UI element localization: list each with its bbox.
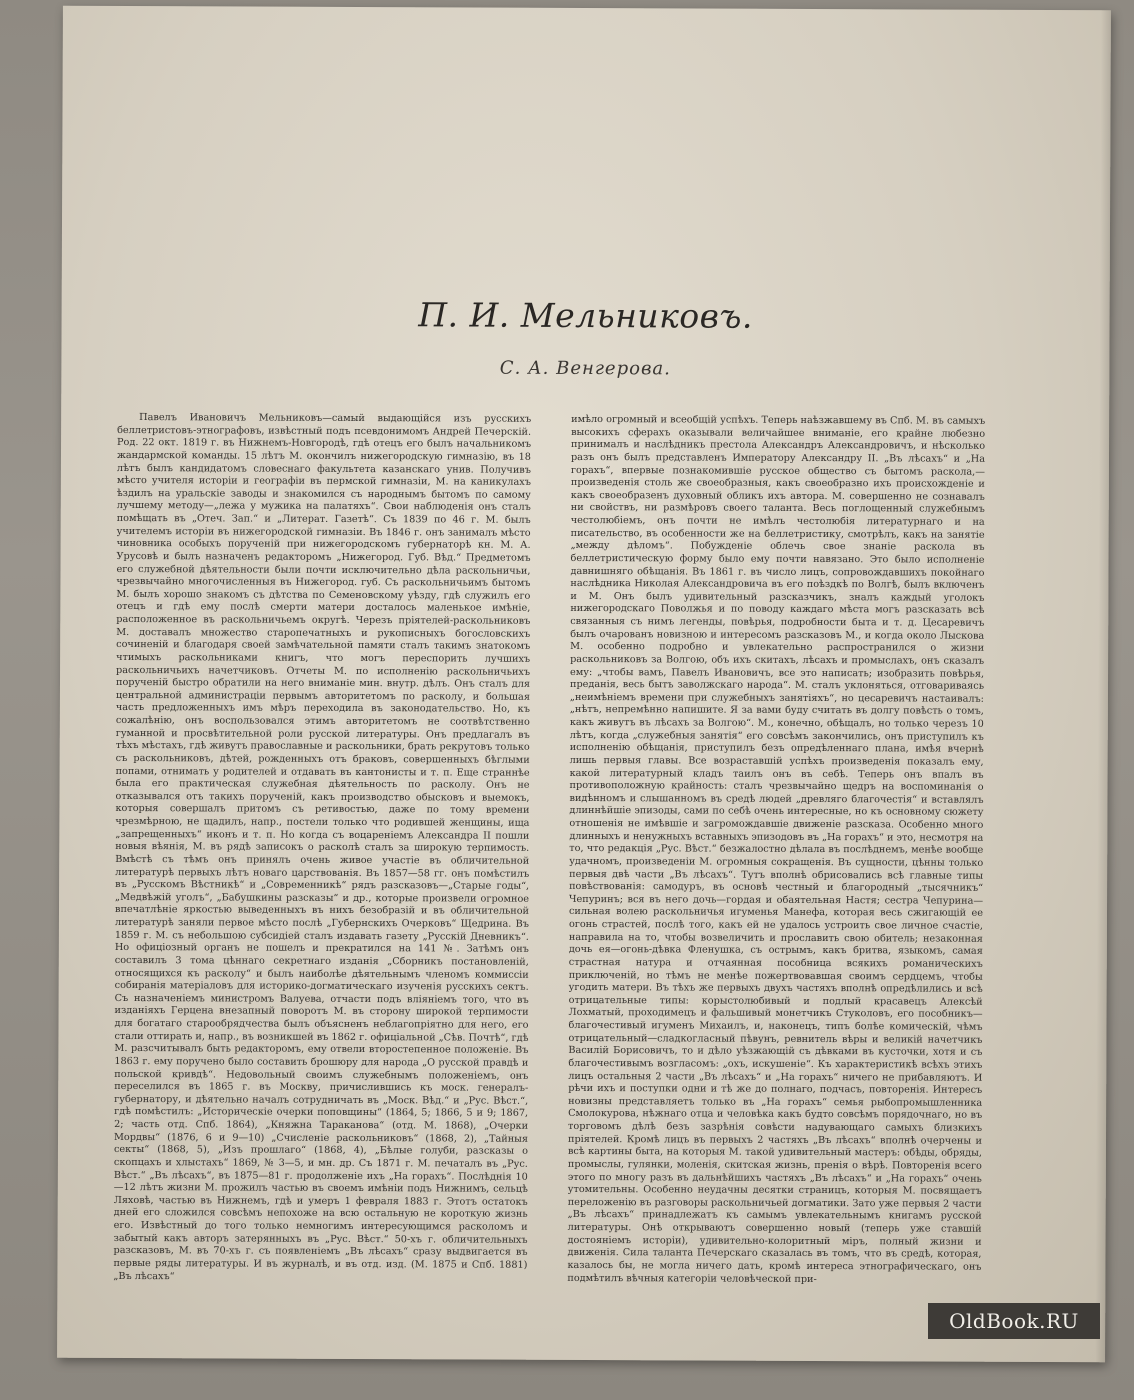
text-column-right — [567, 413, 986, 1285]
paper-sheet — [57, 6, 1111, 1363]
text-column-left — [113, 412, 532, 1282]
paper-edge-shadow — [1095, 10, 1111, 1362]
paragraph-left: Павелъ Ивановичъ Мельниковъ—самый выдающійся изъ русскихъ беллетристовъ-этнографовъ, извѣстный подъ псевдонимомъ Андрей Печерскій. Род. 22 окт. 1819 г. въ Нижнемъ-Новгородѣ, гдѣ отецъ его былъ начальникомъ жандармской команды. 15 лѣтъ М. окончилъ нижегородскую гимназію, въ 18 лѣтъ былъ кандидатомъ словеснаго факультета казанскаго унив. Получивъ мѣсто учителя исторіи и географіи въ пермской гимназіи, М. на каникулахъ ѣздилъ на уральскіе заводы и знакомился съ народнымъ бытомъ по самому лучшему методу—„лежа у мужика на палатяхъ“. Свои наблюденія онъ сталъ помѣщать въ „Отеч. Зап.“ и „Литерат. Газетѣ“. Съ 1839 по 46 г. М. былъ учителемъ исторіи въ нижегородской гимназіи. Въ 1846 г. онъ занималъ мѣсто чиновника особыхъ порученій при нижегородскомъ губернаторѣ кн. М. А. Урусовѣ и былъ назначенъ редакторомъ „Нижегород. Губ. Вѣд.“ Предметомъ его служебной дѣятельности были почти исключительно дѣла раскольничьи, чрезвычайно многочисленныя въ Нижегород. губ. Съ раскольничьимъ бытомъ М. былъ хорошо знакомъ съ дѣтства по Семеновскому уѣзду, гдѣ служилъ его отецъ и гдѣ ему послѣ смерти матери досталось маленькое имѣніе, расположенное въ раскольничьемъ округѣ. Черезъ пріятелей-раскольниковъ М. доставалъ множество старопечатныхъ и рукописныхъ богословскихъ сочиненій и благодаря своей замѣчательной памяти сталъ такимъ знатокомъ чтимыхъ раскольниками книгъ, что могъ переспорить лучшихъ раскольничьихъ начетчиковъ. Отчеты М. по исполненію раскольничьихъ порученій быстро обратили на него вниманіе мин. внутр. дѣлъ. Онъ сталъ для центральной администраціи первымъ авторитетомъ по расколу, и большая часть предложенныхъ имъ мѣръ переходила въ законодательство. Но, къ сожалѣнію, онъ воспользовался этимъ авторитетомъ не соотвѣтственно гуманной и просвѣтительной роли русской литературы. Онъ предлагалъ въ тѣхъ мѣстахъ, гдѣ живутъ православные и раскольники, брать рекрутовъ только съ раскольниковъ, дѣтей, рожденныхъ отъ браковъ, совершенныхъ бѣглыми попами, отнимать у родителей и отдавать въ кантонисты и т. п. Еще страннѣе была его практическая служебная дѣятельность по расколу. Онъ не отказывался отъ такихъ порученій, какъ производство обысковъ и выемокъ, которыя совершалъ притомъ съ ретивостью, даже по тому времени чрезмѣрною, не щадилъ, напр., постели только что родившей женщины, ища „запрещенныхъ“ иконъ и т. п. Но когда съ воцареніемъ Александра II пошли новыя вѣянія, М. въ рядѣ записокъ о расколѣ сталъ за широкую терпимость. Вмѣстѣ съ тѣмъ онъ принялъ очень живое участіе въ обличительной литературѣ первыхъ лѣтъ новаго царствованія. Въ 1857—58 гг. онъ помѣстилъ въ „Русскомъ Вѣстникѣ“ и „Современникѣ“ рядъ разсказовъ—„Старые годы“, „Медвѣжій уголъ“, „Бабушкины разсказы“ и др., которые произвели огромное впечатлѣніе яркостью выведенныхъ въ нихъ безобразій и въ обличительной литературѣ заняли первое мѣсто послѣ „Губернскихъ Очерковъ“ Щедрина. Въ 1859 г. М. съ небольшою субсидіей сталъ издавать газету „Русскій Дневникъ“. Но офиціозный органъ не пошелъ и прекратился на 141 №. Затѣмъ онъ составилъ 3 тома цѣннаго секретнаго изданія „Сборникъ постановленій, относящихся къ расколу“ и былъ наиболѣе дѣятельнымъ членомъ коммиссіи собиранія матеріаловъ для историко-догматическаго изученія русскихъ сектъ. Съ назначеніемъ министромъ Валуева, отчасти подъ вліяніемъ того, что въ изданіяхъ Герцена внезапный поворотъ М. въ сторону широкой терпимости для богатаго старообрядчества былъ объясненъ неблагопріятно для него, его стали оттирать и, напр., въ возникшей въ 1862 г. офиціальной „Сѣв. Почтѣ“, гдѣ М. разсчитывалъ быть редакторомъ, ему отвели второстепенное положеніе. Въ 1863 г. ему поручено было составить брошюру для народа „О русской правдѣ и польской кривдѣ“. Недовольный своимъ служебнымъ положеніемъ, онъ переселился въ 1865 г. въ Москву, причислившись къ моск. генералъ-губернатору, и дѣятельно началъ сотрудничать въ „Моск. Вѣд.“ и „Рус. Вѣст.“, гдѣ помѣстилъ: „Историческіе очерки поповщины“ (1864, 5; 1866, 5 и 9; 1867, 2; часть отд. Спб. 1864), „Княжна Тараканова“ (отд. М. 1868), „Очерки Мордвы“ (1876, 6 и 9—10) „Счисленіе раскольниковъ“ (1868, 2), „Тайныя секты“ (1868, 5), „Изъ прошлаго“ (1868, 4), „Бѣлые голуби, разсказы о скопцахъ и хлыстахъ“ 1869, № 3—5, и мн. др. Съ 1871 г. М. печаталъ въ „Рус. Вѣст.“ „Въ лѣсахъ“, въ 1875—81 г. продолженіе ихъ „На горахъ“. Послѣднія 10—12 лѣтъ жизни М. прожилъ частью въ своемъ имѣніи подъ Нижнимъ, сельцѣ Ляховѣ, частью въ Нижнемъ, гдѣ и умеръ 1 февраля 1883 г. Этотъ остатокъ дней его сложился совсѣмъ непохоже на всю остальную не короткую жизнь его. Извѣстный до того только немногимъ интересующимся расколомъ и забытый какъ авторъ затерянныхъ въ „Рус. Вѣст.“ 50-хъ г. обличительныхъ разсказовъ, М. въ 70-хъ г. съ появленіемъ „Въ лѣсахъ“ сразу выдвигается въ первые ряды литературы. И въ журналѣ, и въ отд. изд. (М. 1875 и Спб. 1881) „Въ лѣсахъ“ — [113, 412, 532, 1282]
text-columns — [113, 412, 986, 1285]
watermark-badge: OldBook.RU — [928, 1303, 1100, 1339]
article-author: С. А. Венгерова. — [499, 357, 671, 380]
paragraph-right: имѣло огромный и всеобщій успѣхъ. Теперь наѣзжавшему въ Спб. М. въ самыхъ высокихъ сферахъ оказывали величайшее вниманіе, его крайне любезно принималъ и наслѣдникъ престола Александръ Александровичъ, и нѣсколько разъ онъ былъ представленъ Императору Александру II. „Въ лѣсахъ“ и „На горахъ“, впервые познакомившіе русское общество съ бытомъ раскола,—произведенія столь же своеобразныя, какъ своеобразно ихъ происхожденіе и какъ своеобразенъ духовный обликъ ихъ автора. М. совершенно не сознавалъ ни свойствъ, ни размѣровъ своего таланта. Весь поглощенный служебнымъ честолюбіемъ, онъ почти не имѣлъ честолюбія литературнаго и на писательство, въ особенности же на беллетристику, смотрѣлъ, какъ на занятіе „между дѣломъ“. Побужденіе облечь свое знаніе раскола въ беллетристическую форму было ему почти навязано. Это было исполненіе давнишняго обѣщанія. Въ 1861 г. въ число лицъ, сопровождавшихъ покойнаго наслѣдника Николая Александровича въ его поѣздкѣ по Волгѣ, былъ включенъ и М. Онъ былъ удивительный разсказчикъ, зналъ каждый уголокъ нижегородскаго Поволжья и по поводу каждаго мѣста могъ разсказать всѣ связанныя съ нимъ легенды, повѣрья, подробности быта и т. д. Цесаревичъ былъ очарованъ новизною и интересомъ разсказовъ М., и когда около Лыскова М. особенно подробно и увлекательно распространился о жизни раскольниковъ за Волгою, объ ихъ скитахъ, лѣсахъ и промыслахъ, онъ сказалъ ему: „чтобы вамъ, Павелъ Ивановичъ, все это написать; изобразить повѣрья, преданія, весь бытъ заволжскаго народа“. М. сталъ уклоняться, отговариваясь „неимѣніемъ времени при служебныхъ занятіяхъ“, но цесаревичъ настаивалъ: „нѣтъ, непремѣнно напишите. Я за вами буду считать въ долгу повѣсть о томъ, какъ живутъ въ лѣсахъ за Волгою“. М., конечно, обѣщалъ, но только черезъ 10 лѣтъ, когда „служебныя занятія“ его совсѣмъ закончились, онъ приступилъ къ исполненію обѣщанія, приступилъ безъ опредѣленнаго плана, имѣя вчернѣ лишь первыя главы. Все возраставшій успѣхъ произведенія показалъ ему, какой литературный кладъ таилъ онъ въ себѣ. Теперь онъ впалъ въ противоположную крайность: сталъ чрезвычайно щедръ на воспоминанія о видѣнномъ и слышанномъ въ средѣ людей „древляго благочестія“ и вставлялъ длиннѣйшіе эпизоды, сами по себѣ очень интересные, но къ основному сюжету отношенія не имѣвшіе и загромождавшіе движеніе разсказа. Особенно много длинныхъ и ненужныхъ вставныхъ эпизодовъ въ „На горахъ“ и это, несмотря на то, что редакція „Рус. Вѣст.“ безжалостно дѣлала въ послѣднемъ, менѣе вообще удачномъ, произведеніи М. огромныя сокращенія. Въ сущности, цѣнны только первыя двѣ части „Въ лѣсахъ“. Тутъ вполнѣ обрисовались всѣ главные типы повѣствованія: самодуръ, въ основѣ честный и благородный „тысячникъ“ Чепуринъ; вся въ него дочь—гордая и обаятельная Настя; сестра Чепурина—сильная волею раскольничья игуменья Манефа, которая весь сжигающій ее огонь страстей, послѣ того, какъ ей не удалось устроить свое личное счастіе, направила на то, чтобы возвеличить и прославить свою обитель; незаконная дочь ея—огонь-дѣвка Фленушка, съ острымъ, какъ бритва, языкомъ, самая страстная натура и отчаянная пособница всякихъ романическихъ приключеній, но тѣмъ не менѣе пожертвовавшая своимъ сердцемъ, чтобы угодить матери. Въ тѣхъ же первыхъ двухъ частяхъ вполнѣ опредѣлились и всѣ отрицательные типы: корыстолюбивый и подлый красавецъ Алексѣй Лохматый, проходимецъ и фальшивый монетчикъ Стуколовъ, его пособникъ—благочестивый игуменъ Михаилъ, и, наконецъ, типъ болѣе комическій, чѣмъ отрицательный—сладкогласный пѣвунъ, ревнитель вѣры и великій начетчикъ Василій Борисовичъ, то и дѣло уѣзжающій съ дѣвками въ кусточки, хотя и съ благочестивымъ возгласомъ: „охъ, искушеніе“. Къ характеристикѣ всѣхъ этихъ лицъ остальныя 2 части „Въ лѣсахъ“ и „На горахъ“ ничего не прибавляютъ. И рѣчи ихъ и поступки одни и тѣ же до полнаго, подчасъ, повторенія. Интересъ новизны представляетъ только въ „На горахъ“ семья рыбопромышленника Смолокурова, нѣжнаго отца и человѣка какъ будто совсѣмъ порядочнаго, но въ торговомъ дѣлѣ безъ зазрѣнія совѣсти надувающаго самыхъ близкихъ пріятелей. Кромѣ лицъ въ первыхъ 2 частяхъ „Въ лѣсахъ“ вполнѣ очерчены и всѣ картины быта, на которыя М. такой удивительный мастеръ: обѣды, обряды, промыслы, гулянки, моленія, скитская жизнь, пренія о вѣрѣ. Повторенія всего этого по многу разъ въ дальнѣйшихъ частяхъ „Въ лѣсахъ“ и „На горахъ“ очень утомительны. Особенно неудачны десятки страницъ, которыя М. посвящаетъ переложенію въ разговоры раскольничьей догматики. Зато уже первыя 2 части „Въ лѣсахъ“ принадлежатъ къ самымъ увлекательнымъ книгамъ русской литературы. Онѣ открываютъ совершенно новый (теперь уже ставшій достояніемъ исторіи), удивительно-колоритный міръ, полный жизни и движенія. Сила таланта Печерскаго сказалась въ томъ, что въ средѣ, которая, казалось бы, не могла ничего дать, кромѣ интереса этнографическаго, онъ подмѣтилъ вѣчныя категоріи человѣческой при- — [567, 413, 986, 1285]
article-title: П. И. Мельниковъ. — [418, 295, 753, 336]
